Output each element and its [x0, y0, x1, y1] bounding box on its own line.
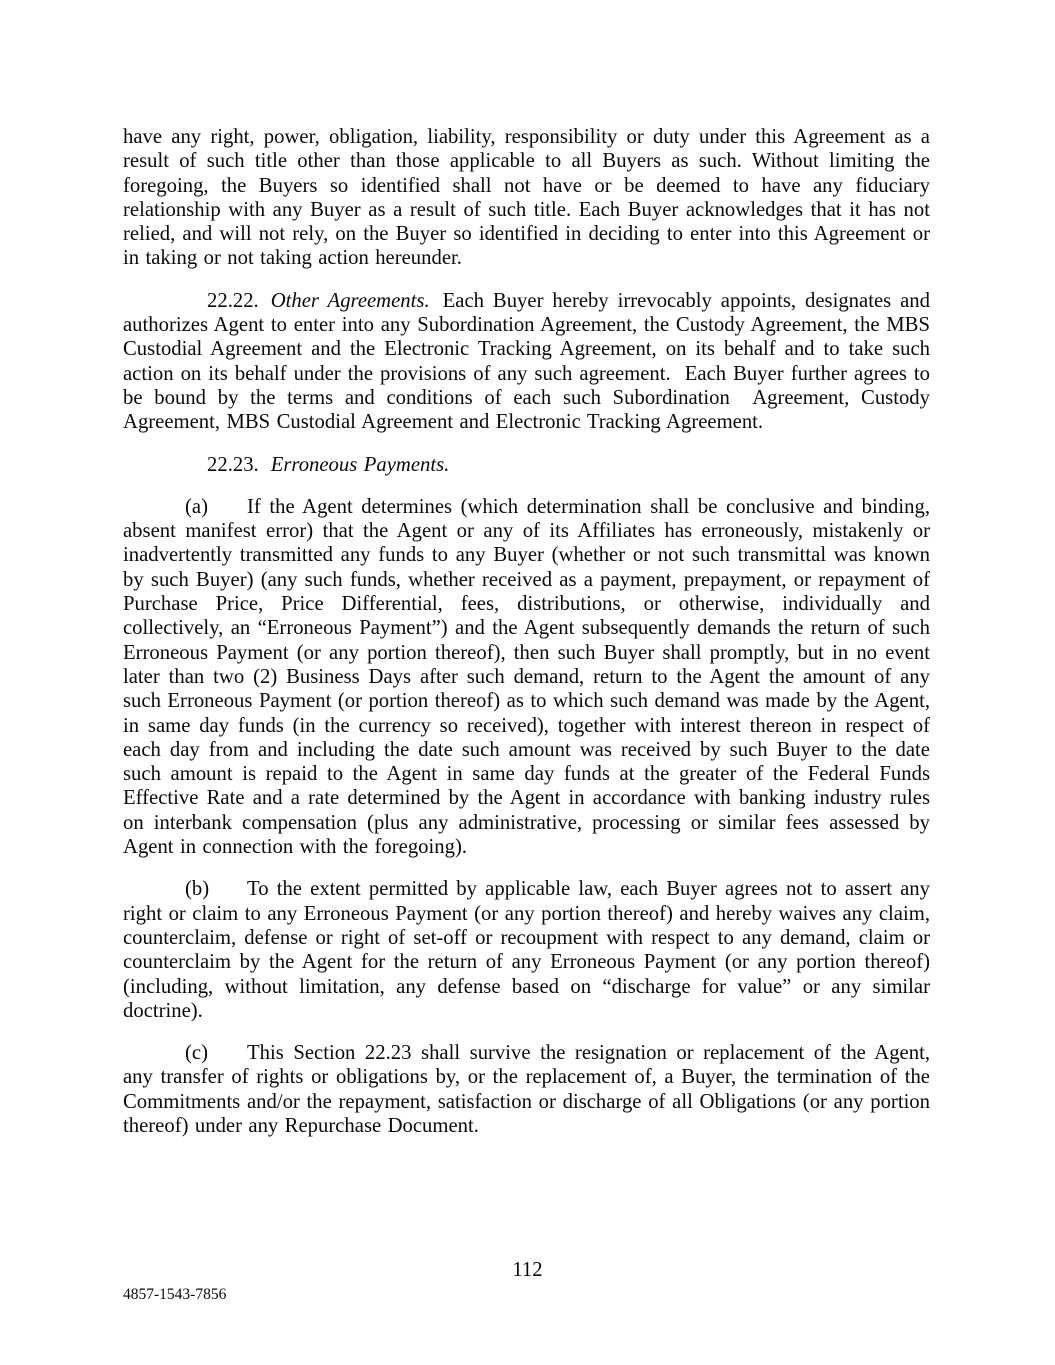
- subsection-c: [123, 1041, 930, 1138]
- section-22-22: [123, 289, 930, 435]
- section-22-23-heading: [123, 453, 930, 477]
- subsection-c-label: (c): [185, 1042, 208, 1065]
- section-22-23-title: Erroneous Payments.: [270, 453, 450, 476]
- paragraph-continuation: have any right, power, obligation, liability, responsibility or duty under this Agreement as a result of such title other than those applicable to all Buyers as such. Without limiting the foregoing, the Buyers so identified shall not have or be deemed to have any fiduciary relationship with any Buyer as a result of such title. Each Buyer acknowledges that it has not relied, and will not rely, on the Buyer so identified in deciding to enter into this Agreement or in taking or not taking action hereunder.: [123, 126, 930, 270]
- subsection-b-label: (b): [185, 878, 210, 901]
- subsection-b: [123, 877, 930, 1023]
- section-22-23-number: 22.23.: [207, 453, 259, 476]
- subsection-c-body: This Section 22.23 shall survive the resignation or replacement of the Agent, any transfer of rights or obligations by, or the replacement of, a Buyer, the termination of the Commitments and/or the repayment, satisfaction or discharge of all Obligations (or any portion thereof) under any Repurchase Document.: [123, 1042, 930, 1137]
- subsection-a-label: (a): [185, 495, 208, 518]
- subsection-b-body: To the extent permitted by applicable law, each Buyer agrees not to assert any right or claim to any Erroneous Payment (or any portion thereof) and hereby waives any claim, counterclaim, defense or right of set-off or recoupment with respect to any demand, claim or counterclaim by the Agent for the return of any Erroneous Payment (or any portion thereof) (including, without limitation, any defense based on “discharge for value” or any similar doctrine).: [123, 878, 930, 1022]
- subsection-a-body: If the Agent determines (which determination shall be conclusive and binding, absent manifest error) that the Agent or any of its Affiliates has erroneously, mistakenly or inadvertently transmitted any funds to any Buyer (whether or not such transmittal was known by such Buyer) (any such funds, whether received as a payment, prepayment, or repayment of Purchase Price, Price Differential, fees, distributions, or otherwise, individually and collectively, an “Erroneous Payment”) and the Agent subsequently demands the return of such Erroneous Payment (or any portion thereof), then such Buyer shall promptly, but in no event later than two (2) Business Days after such demand, return to the Agent the amount of any such Erroneous Payment (or portion thereof) as to which such demand was made by the Agent, in same day funds (in the currency so received), together with interest thereon in respect of each day from and including the date such amount was received by such Buyer to the date such amount is repaid to the Agent in same day funds at the greater of the Federal Funds Effective Rate and a rate determined by the Agent in accordance with banking industry rules on interbank compensation (plus any administrative, processing or similar fees assessed by Agent in connection with the foregoing).: [123, 495, 930, 859]
- section-22-22-number: 22.22.: [207, 289, 259, 312]
- page-number: 112: [512, 1259, 543, 1281]
- subsection-a: [123, 495, 930, 859]
- section-22-22-title: Other Agreements.: [270, 289, 430, 312]
- section-22-22-body: Each Buyer hereby irrevocably appoints, designates and authorizes Agent to enter into any Subordination Agreement, the Custody Agreement, the MBS Custodial Agreement and the Electronic Tracking Agreement, on its behalf and to take such action on its behalf under the provisions of any such agreement. Each Buyer further agrees to be bound by the terms and conditions of each such Subordination Agreement, Custody Agreement, MBS Custodial Agreement and Electronic Tracking Agreement.: [123, 289, 930, 434]
- document-control-number: 4857-1543-7856: [123, 1286, 227, 1303]
- document-body: [123, 125, 930, 1156]
